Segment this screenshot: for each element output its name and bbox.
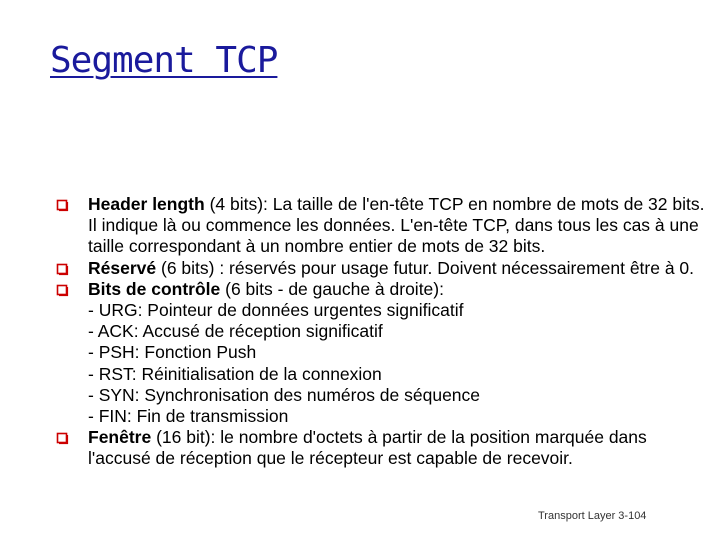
- control-bit-ack: - ACK: Accusé de réception significatif: [88, 321, 383, 342]
- hollow-square-bullet-icon: [56, 284, 69, 297]
- hollow-square-bullet-icon: [56, 432, 69, 445]
- control-bit-fin: - FIN: Fin de transmission: [88, 406, 289, 427]
- bullet-list: [88, 194, 713, 470]
- hollow-square-bullet-icon: [56, 199, 69, 212]
- bullet-item-header-length: [88, 194, 713, 258]
- slide-footer: Transport Layer 3-104: [538, 510, 647, 522]
- bullet-text: (4 bits): La taille de l'en-tête TCP en nombre de mots de 32 bits. Il indique là ou commence les données. L'en-tête TCP, dans tous les cas à une taille correspondant à un nombre entier de mots de 32 bits.: [88, 194, 705, 257]
- hollow-square-bullet-icon: [56, 263, 69, 276]
- bullet-lead: Réservé: [88, 257, 157, 278]
- bullet-item-control-bits: [88, 279, 713, 427]
- control-bit-syn: - SYN: Synchronisation des numéros de séquence: [88, 384, 481, 405]
- bullet-lead: Fenêtre: [88, 427, 152, 448]
- bullet-item-reserve: [88, 258, 713, 279]
- bullet-lead: Bits de contrôle: [88, 278, 221, 299]
- control-bit-urg: - URG: Pointeur de données urgentes significatif: [88, 300, 464, 321]
- bullet-lead: Header length: [88, 194, 205, 214]
- slide-title: Segment TCP: [50, 40, 278, 81]
- bullet-text: (16 bit): le nombre d'octets à partir de la position marquée dans l'accusé de réception que le récepteur est capable de recevoir.: [88, 427, 647, 469]
- control-bit-rst: - RST: Réinitialisation de la connexion: [88, 363, 382, 384]
- bullet-text: (6 bits) : réservés pour usage futur. Doivent nécessairement être à 0.: [156, 257, 695, 278]
- bullet-item-window: [88, 427, 713, 469]
- control-bit-psh: - PSH: Fonction Push: [88, 342, 257, 363]
- bullet-text: (6 bits - de gauche à droite):: [220, 278, 444, 299]
